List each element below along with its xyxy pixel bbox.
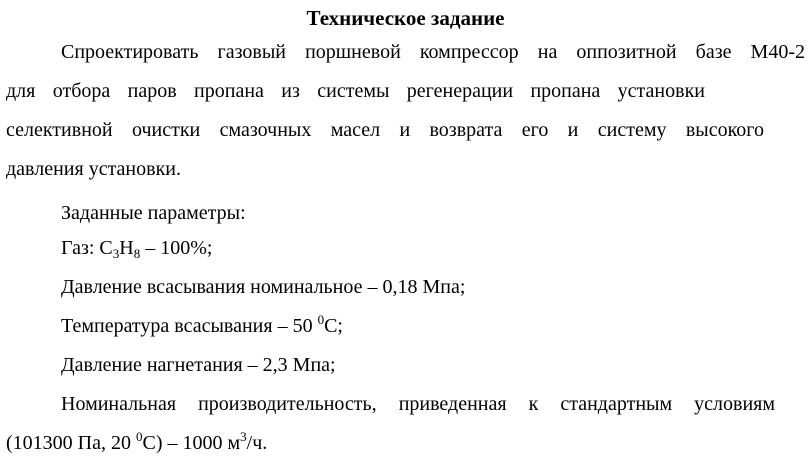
suction-pressure-parameter: Давление всасывания номинальное – 0,18 Мпа; xyxy=(61,276,466,298)
gas-subscript-hydrogen: 8 xyxy=(133,246,141,261)
document-title: Техническое задание xyxy=(306,6,505,30)
degree-superscript: 0 xyxy=(135,429,143,444)
cubic-superscript: 3 xyxy=(240,429,247,444)
standard-conditions-label: (101300 Па, 20 xyxy=(6,432,136,454)
paragraph-line: селективной очистки смазочных масел и возврата его и систему высокого xyxy=(6,119,764,141)
capacity-parameter-line1: Номинальная производительность, приведенная к стандартным условиям xyxy=(61,393,775,415)
paragraph-line: давления установки. xyxy=(6,158,181,180)
suction-temperature-label: Температура всасывания – 50 xyxy=(61,315,318,337)
gas-subscript-carbon: 3 xyxy=(112,246,120,261)
gas-value: – 100%; xyxy=(140,237,213,259)
paragraph-line: для отбора паров пропана из системы регенерации пропана установки xyxy=(6,80,705,102)
discharge-pressure-parameter: Давление нагнетания – 2,3 Мпа; xyxy=(61,354,336,376)
parameters-heading: Заданные параметры: xyxy=(61,202,246,224)
paragraph-line: Спроектировать газовый поршневой компрессор на оппозитной базе М40-2 xyxy=(61,41,805,63)
degree-superscript: 0 xyxy=(317,312,325,327)
temperature-unit: C; xyxy=(324,315,343,337)
capacity-parameter-line2 xyxy=(6,429,267,457)
capacity-unit: /ч. xyxy=(246,432,268,454)
capacity-value: C) – 1000 м xyxy=(142,432,241,454)
gas-label: Газ: C xyxy=(61,237,113,259)
gas-formula-h: H xyxy=(119,237,134,259)
suction-temperature-parameter xyxy=(61,312,343,340)
gas-parameter xyxy=(61,234,212,262)
